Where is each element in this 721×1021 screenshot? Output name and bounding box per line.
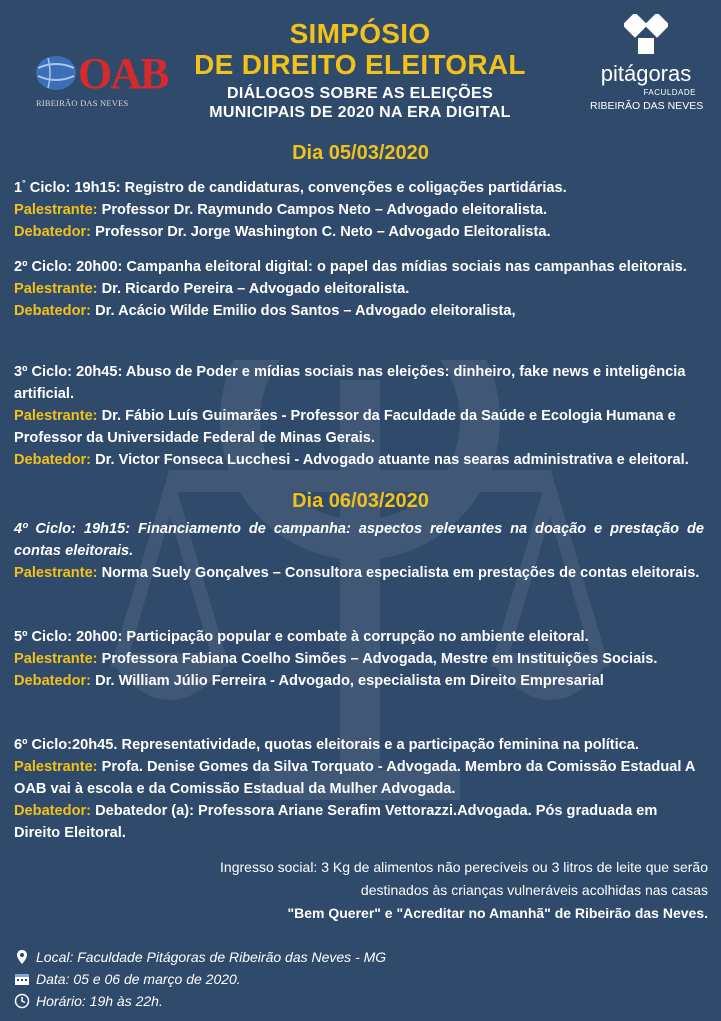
cycle-1-number: 1 bbox=[14, 179, 23, 196]
cycle-6-speaker-role: Palestrante: bbox=[14, 759, 98, 775]
info-local-text: Local: Faculdade Pitágoras de Ribeirão das Neves - MG bbox=[36, 949, 387, 965]
pitagoras-faculdade: FACULDADE bbox=[643, 88, 696, 97]
cycle-2-speaker: Dr. Ricardo Pereira – Advogado eleitoralista. bbox=[97, 281, 410, 297]
info-data bbox=[14, 969, 241, 989]
cycle-3-debater-role: Debatedor: bbox=[14, 452, 92, 468]
cycle-1-debater: Professor Dr. Jorge Washington C. Neto – Advogado Eleitoralista. bbox=[91, 223, 551, 240]
cycle-6-speaker: Profa. Denise Gomes da Silva Torquato - Advogada. Membro da Comissão Estadual A OAB vai à escola e da Comissão Estadual da Mulher Advogada. bbox=[14, 759, 695, 797]
pitagoras-emblem-icon bbox=[624, 14, 668, 58]
cycle-5-debater: Dr. William Júlio Ferreira - Advogado, especialista em Direito Empresarial bbox=[91, 673, 604, 689]
cycle-4-speaker: Norma Suely Gonçalves – Consultora especialista em prestações de contas eleitorais. bbox=[97, 565, 700, 581]
cycle-5-debater-role: Debatedor: bbox=[14, 673, 92, 689]
info-horario bbox=[14, 991, 163, 1011]
pitagoras-name: pitágoras bbox=[600, 61, 692, 86]
location-pin-icon bbox=[14, 949, 30, 965]
cycle-1-speaker-role: Palestrante: bbox=[14, 201, 98, 218]
cycle-2 bbox=[14, 256, 704, 322]
clock-icon bbox=[14, 993, 30, 1009]
day2-heading: Dia 06/03/2020 bbox=[292, 490, 429, 512]
calendar-icon bbox=[14, 971, 30, 987]
cycle-2-title: 2º Ciclo: 20h00: Campanha eleitoral digital: o papel das mídias sociais nas campanhas eleitorais. bbox=[14, 259, 687, 275]
oab-letters: OAB bbox=[78, 49, 168, 98]
pitagoras-logo bbox=[590, 14, 702, 112]
info-horario-text: Horário: 19h às 22h. bbox=[36, 993, 163, 1009]
cycle-5 bbox=[14, 626, 704, 692]
cycle-1-title-text: Ciclo: 19h15: Registro de candidaturas, convenções e coligações partidárias. bbox=[25, 179, 567, 196]
oab-globe-icon bbox=[34, 54, 84, 92]
cycle-1-debater-role: Debatedor: bbox=[14, 223, 92, 240]
subtitle-line-2: MUNICIPAIS DE 2020 NA ERA DIGITAL bbox=[209, 104, 511, 121]
cycle-3-debater: Dr. Victor Fonseca Lucchesi - Advogado atuante nas searas administrativa e eleitoral. bbox=[91, 452, 689, 468]
ingresso-line-3: "Bem Querer" e "Acreditar no Amanhã" de Ribeirão das Neves. bbox=[287, 905, 708, 921]
pitagoras-city: RIBEIRÃO DAS NEVES bbox=[590, 100, 704, 112]
ingresso-line-2: destinados às crianças vulneráveis acolhidas nas casas bbox=[360, 882, 708, 898]
title-block bbox=[180, 18, 540, 122]
cycle-3-speaker-role: Palestrante: bbox=[14, 408, 98, 424]
cycle-2-debater: Dr. Acácio Wilde Emilio dos Santos – Advogado eleitoralista, bbox=[91, 303, 516, 319]
cycle-6-debater: Debatedor (a): Professora Ariane Serafim Vettorazzi.Advogada. Pós graduada em Direito Eleitoral. bbox=[14, 803, 658, 841]
cycle-3 bbox=[14, 361, 704, 471]
ingresso-line-1: Ingresso social: 3 Kg de alimentos não perecíveis ou 3 litros de leite que serão bbox=[220, 859, 708, 875]
info-data-text: Data: 05 e 06 de março de 2020. bbox=[36, 971, 241, 987]
cycle-2-debater-role: Debatedor: bbox=[14, 303, 92, 319]
cycle-4 bbox=[14, 518, 704, 584]
cycle-1-ordinal: ° bbox=[22, 178, 26, 188]
info-local bbox=[14, 947, 386, 967]
oab-subtitle: RIBEIRÃO DAS NEVES bbox=[36, 98, 129, 108]
day1-heading: Dia 05/03/2020 bbox=[292, 142, 429, 164]
cycle-1-title bbox=[14, 172, 704, 199]
cycle-4-title: 4º Ciclo: 19h15: Financiamento de campanha: aspectos relevantes na doação e prestação de contas eleitorais. bbox=[14, 521, 704, 559]
cycle-5-speaker-role: Palestrante: bbox=[14, 651, 98, 667]
cycle-1 bbox=[14, 172, 704, 243]
cycle-1-speaker: Professor Dr. Raymundo Campos Neto – Advogado eleitoralista. bbox=[97, 201, 548, 218]
cycle-3-title: 3º Ciclo: 20h45: Abuso de Poder e mídias sociais nas eleições: dinheiro, fake news e inteligência artificial. bbox=[14, 364, 686, 402]
cycle-6-debater-role: Debatedor: bbox=[14, 803, 92, 819]
title-line-1: SIMPÓSIO bbox=[289, 18, 431, 49]
ingresso-social bbox=[120, 856, 708, 925]
cycle-3-speaker: Dr. Fábio Luís Guimarães - Professor da Faculdade da Saúde e Ecologia Humana e Professor da Universidade Federal de Minas Gerais. bbox=[14, 408, 676, 446]
cycle-6 bbox=[14, 734, 704, 844]
cycle-5-speaker: Professora Fabiana Coelho Simões – Advogada, Mestre em Instituições Sociais. bbox=[97, 651, 658, 667]
oab-logo bbox=[30, 48, 168, 118]
title-line-2: DE DIREITO ELEITORAL bbox=[194, 49, 526, 80]
cycle-2-speaker-role: Palestrante: bbox=[14, 281, 98, 297]
cycle-6-title: 6º Ciclo:20h45. Representatividade, quotas eleitorais e a participação feminina na política. bbox=[14, 737, 639, 753]
cycle-5-title: 5º Ciclo: 20h00: Participação popular e combate à corrupção no ambiente eleitoral. bbox=[14, 629, 589, 645]
subtitle-line-1: DIÁLOGOS SOBRE AS ELEIÇÕES bbox=[227, 85, 493, 102]
cycle-4-speaker-role: Palestrante: bbox=[14, 565, 98, 581]
